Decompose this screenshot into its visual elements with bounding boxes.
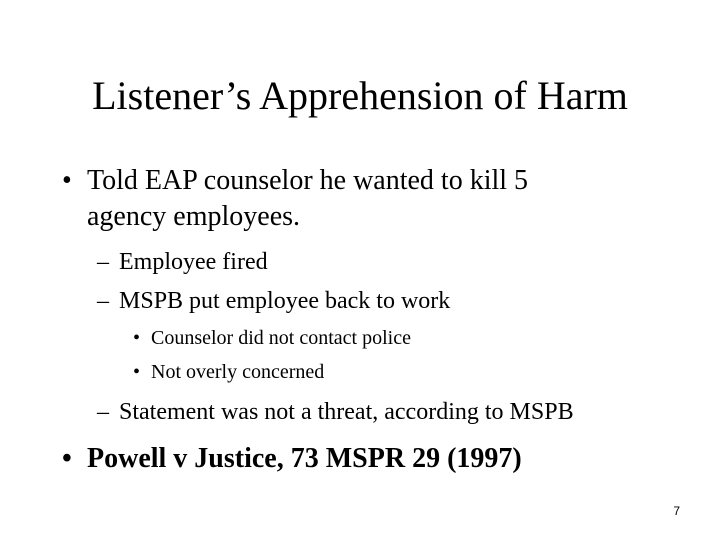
dash-icon: – <box>97 288 109 314</box>
bullet-item-citation <box>62 441 522 477</box>
slide-title: Listener’s Apprehension of Harm <box>92 73 628 118</box>
citation-text: Powell v Justice, 73 MSPR 29 (1997) <box>87 443 522 474</box>
dash-icon: – <box>97 399 109 425</box>
bullet-icon: • <box>62 165 72 196</box>
sub-sub-item-text: Not overly concerned <box>151 361 325 383</box>
bullet-text: agency employees. <box>87 201 301 232</box>
sub-item-text: MSPB put employee back to work <box>119 288 451 314</box>
sub-item <box>97 246 268 278</box>
bullet-item-continuation <box>87 199 300 235</box>
bullet-text: Told EAP counselor he wanted to kill 5 <box>87 165 529 196</box>
bullet-item <box>62 163 528 199</box>
sub-item-text: Employee fired <box>119 249 268 275</box>
dash-icon: – <box>97 249 109 275</box>
sub-sub-item <box>133 359 324 385</box>
bullet-icon: • <box>133 327 141 349</box>
sub-item <box>97 396 574 428</box>
sub-sub-item <box>133 325 411 351</box>
page-number: 7 <box>673 504 680 518</box>
bullet-icon: • <box>133 361 141 383</box>
sub-item-text: Statement was not a threat, according to MSPB <box>119 399 574 425</box>
bullet-icon: • <box>62 443 72 474</box>
sub-item <box>97 285 450 317</box>
sub-sub-item-text: Counselor did not contact police <box>151 327 411 349</box>
